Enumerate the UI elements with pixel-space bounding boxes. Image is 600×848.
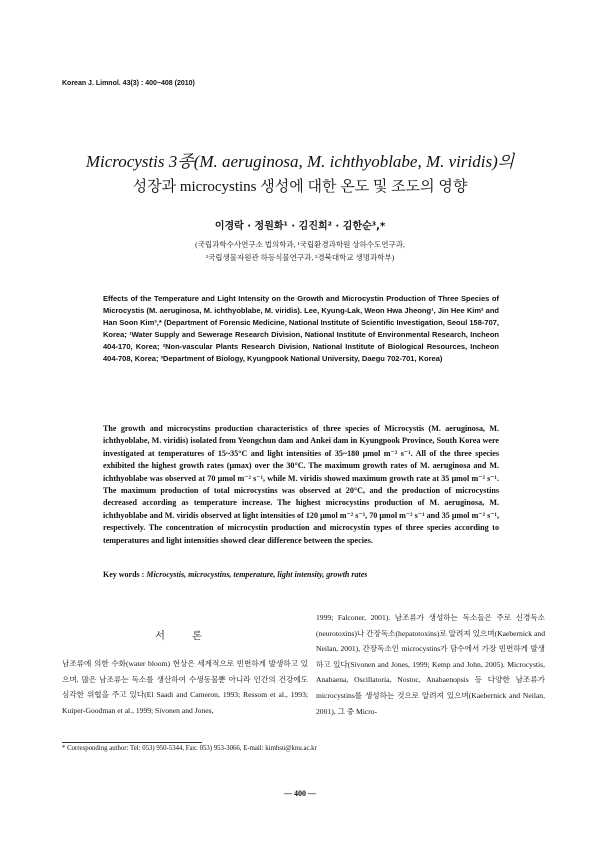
page-number: — 400 — [284, 789, 316, 798]
abstract: The growth and microcystins production characteristics of three species of Microcystis (M. aeruginosa, M. ichthyoblabe, M. viridis) isolated from Yeongchun dam and Ankei dam in Kyungpook Province, South Korea were investigated at temperatures of 15~35°C and light intensities of 35~180 μmol m⁻² s⁻¹. All of the three species exhibited the highest growth rates (μmax) over the 30°C. The maximum growth rates of M. aeruginosa and M. ichthyoblabe was observed at 70 μmol m⁻² s⁻¹, while M. viridis showed maximum growth rate at 35 μmol m⁻² s⁻¹. The maximum production of total microcystins was observed at 20°C, and the production of microcystins decreased according as temperature increase. The highest microcystins production of M. aeruginosa, M. ichthyoblabe and M. viridis observed at light intensities of 120 μmol m⁻² s⁻¹, 70 μmol m⁻² s⁻¹ and 35 μmol m⁻² s⁻¹, respectively. The concentration of microcystin production and microcystin types of three species according to temperatures and light intensities showed clear difference between the species. [103, 424, 499, 545]
title-genus: Microcystis [85, 152, 165, 171]
affiliation-line: ²국립생물자원관 하등식물연구과, ³경북대학교 생명과학부) [205, 253, 395, 262]
affiliations [0, 238, 600, 264]
title-line-2: 성장과 microcystins 생성에 대한 온도 및 조도의 영향 [132, 179, 468, 195]
keywords [103, 570, 499, 579]
keywords-label: Key words : [103, 570, 145, 579]
section-heading: 서 론 [155, 631, 214, 642]
title-species: 3종(M. aeruginosa, M. ichthyoblabe, M. viridis)의 [164, 152, 515, 171]
title-line-1 [0, 147, 600, 172]
affiliation-line: (국립과학수사연구소 법의학과, ¹국립환경과학원 상하수도연구과, [195, 240, 405, 249]
journal-citation: Korean J. Limnol. 43(3) : 400~408 (2010) [62, 80, 195, 87]
keywords-list: Microcystis, microcystins, temperature, light intensity, growth rates [146, 570, 368, 579]
footnote: * Corresponding author: Tel: 053) 950-5344, Fax: 053) 953-3066, E-mail: kimhsu@knu.ac.kr [62, 745, 317, 752]
footnote-rule [62, 742, 202, 743]
body-column-left: 남조류에 의한 수화(water bloom) 현상은 세계적으로 빈번하게 발생하고 있으며, 많은 남조류는 독소를 생산하여 수생동물뿐 아니라 인간의 건강에도 심각한 위협을 주고 있다(El Saadi and Cameron, 1993; Ressom et al., 1993; Kuiper-Goodman et al., 1999; Sivonen and Jones, [62, 659, 308, 715]
authors: 이경락 · 정원화¹ · 김진희² · 김한순³,* [214, 221, 386, 232]
english-title-block: Effects of the Temperature and Light Intensity on the Growth and Microcystin Production of Three Species of Microcystis (M. aeruginosa, M. ichthyoblabe, M. viridis). Lee, Kyung-Lak, Weon Hwa Jheong¹, Jin Hee Kim² and Han Soon Kim³,* (Department of Forensic Medicine, National Institute of Scientific Investigation, Seoul 158-707, Korea; ¹Water Supply and Sewerage Research Division, National Institute of Environmental Research, Incheon 404-170, Korea; ²Non-vascular Plants Research Division, National Institute of Biological Resources, Incheon 404-708, Korea; ³Department of Biology, Kyungpook National University, Daegu 702-701, Korea) [103, 294, 499, 364]
body-column-right: 1999; Falconer, 2001). 남조류가 생성하는 독소들은 주로 신경독소(neurotoxins)나 간장독소(hepatotoxins)로 알려져 있으며(Kaebernick and Neilan, 2001), 간장독소인 microcystins가 담수에서 가장 빈번하게 발생하고 있다(Sivonen and Jones, 1999; Kemp and John, 2005). Microcystis, Anabaena, Oscillatoria, Nostoc, Anabaenopsis 등 다양한 남조류가 microcystins를 생성하는 것으로 알려져 있으며(Kaebernick and Neilan, 2001), 그 중 Micro- [316, 613, 545, 716]
